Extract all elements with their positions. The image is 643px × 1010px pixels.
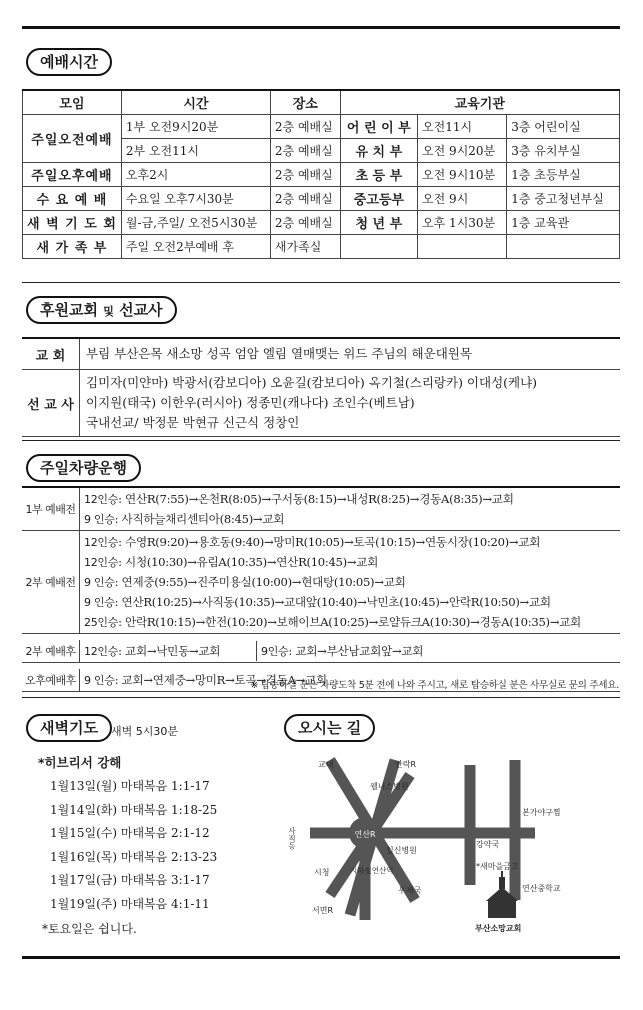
missionary-line: 이지원(태국) 이한우(러시아) 정종민(캐나다) 조인수(베트남) <box>86 395 415 410</box>
section-divider <box>22 697 620 698</box>
bus-group <box>22 486 620 531</box>
edu-empty <box>507 234 620 258</box>
directions-map <box>287 745 600 940</box>
edu-time: 오전 9시 <box>418 186 507 210</box>
missionary-line: 김미자(미얀마) 박광서(캄보디아) 오윤길(캄보디아) 옥기철(스리랑카) 이대성(케냐) <box>86 375 538 390</box>
bus-table <box>22 486 620 692</box>
bus-car: 12인승 <box>84 645 119 658</box>
edu-place: 1층 초등부실 <box>507 162 620 186</box>
bus-group-label: 2부 예배후 <box>22 640 80 662</box>
edu-empty <box>340 234 417 258</box>
header-time: 시간 <box>121 90 270 114</box>
bus-group-lines <box>80 640 620 662</box>
top-rule <box>22 26 620 29</box>
support-title-and: 및 <box>103 305 114 318</box>
map-label-post: 우체국 <box>398 886 422 895</box>
worship-time: 주일 오전2부예배 후 <box>121 234 270 258</box>
edu-dept: 초 등 부 <box>340 162 417 186</box>
dawn-item: 1월19일(주) 마태복음 4:1-11 <box>50 896 210 911</box>
worship-name: 새 가 족 부 <box>23 234 122 258</box>
missionary-line: 국내선교/ 박정문 박현규 신근식 정창인 <box>86 415 300 430</box>
map-label-anrak: 안락R <box>395 760 417 769</box>
bus-line <box>84 572 616 592</box>
bus-route: : 수영R(9:20)→용호동(9:40)→망미R(10:05)→토곡(10:15)→연동시장(10:20)→교회 <box>118 535 541 549</box>
bus-route: : 교회→연제중→망미R→토곡→경동A→교회 <box>114 673 327 687</box>
edu-place: 1층 교육관 <box>507 210 620 234</box>
bus-half <box>261 641 423 662</box>
map-label-sajik: 사직동 <box>287 827 297 850</box>
bus-route: : 교회→낙민동→교회 <box>118 644 221 658</box>
worship-place: 2층 예배실 <box>270 210 340 234</box>
map-label-wellness: 웰니스병원 <box>370 782 409 791</box>
bus-line <box>84 612 616 632</box>
map-label-bongaya: 본가야구찜 <box>522 808 561 817</box>
dawn-note: *토요일은 쉽니다. <box>42 922 137 936</box>
edu-time: 오후 1시30분 <box>418 210 507 234</box>
map-label-seomyeon: 서면R <box>312 906 334 915</box>
map-label-pharmacy: 강약국 <box>476 840 500 849</box>
bus-group-label: 1부 예배전 <box>22 488 80 530</box>
bus-split-divider <box>256 641 257 661</box>
worship-place: 새가족실 <box>270 234 340 258</box>
bus-route: : 시청(10:30)→유림A(10:35)→연산R(10:45)→교회 <box>118 555 379 569</box>
bus-half <box>84 641 256 662</box>
section-divider <box>22 282 620 283</box>
bus-car: 12인승 <box>84 556 119 569</box>
edu-place: 3층 유치부실 <box>507 138 620 162</box>
worship-place: 2층 예배실 <box>270 138 340 162</box>
bus-line <box>84 489 616 509</box>
churches-label: 교 회 <box>22 339 80 369</box>
directions-section-title: 오시는 길 <box>284 714 375 742</box>
bus-car: 9 인승 <box>84 596 115 609</box>
map-label-subway: 지하철연산역 <box>350 866 394 875</box>
edu-time: 오전11시 <box>418 114 507 138</box>
missionaries-label: 선 교 사 <box>22 370 80 436</box>
map-label-ilsin: 일신병원 <box>386 846 417 855</box>
worship-time: 수요일 오후7시30분 <box>121 186 270 210</box>
edu-empty <box>418 234 507 258</box>
map-label-yeonsan: 연산R <box>354 830 376 839</box>
header-education: 교육기관 <box>340 90 619 114</box>
worship-time: 2부 오전11시 <box>121 138 270 162</box>
header-place: 장소 <box>270 90 340 114</box>
bus-line <box>84 641 616 661</box>
bus-group <box>22 531 620 634</box>
edu-place: 3층 어린이실 <box>507 114 620 138</box>
worship-place: 2층 예배실 <box>270 162 340 186</box>
bus-section-title: 주일차량운행 <box>26 454 141 482</box>
bus-note: ※ 탑승하실 분은 차량도착 5분 전에 나와 주시고, 새로 탑승하실 분은 사무실로 문의 주세요. <box>250 680 619 691</box>
worship-time: 1부 오전9시20분 <box>121 114 270 138</box>
edu-dept: 청 년 부 <box>340 210 417 234</box>
bus-line <box>84 592 616 612</box>
worship-place: 2층 예배실 <box>270 186 340 210</box>
bus-route: : 안락R(10:15)→한전(10:20)→보해이브A(10:25)→로얄듀크A(10:30)→경동A(10:35)→교회 <box>118 615 581 629</box>
map-label-sicheong: 시청 <box>314 868 330 877</box>
bus-line <box>84 552 616 572</box>
worship-name: 수 요 예 배 <box>23 186 122 210</box>
bus-route: : 연제중(9:55)→진주미용실(10:00)→현대탕(10:05)→교회 <box>114 575 406 589</box>
bus-group-lines <box>80 488 620 530</box>
worship-name: 주일오전예배 <box>23 114 122 162</box>
bus-group-label: 오후예배후 <box>22 669 80 691</box>
dawn-item: 1월14일(화) 마태복음 1:18-25 <box>50 802 218 817</box>
dawn-item: 1월15일(수) 마태복음 2:1-12 <box>50 826 210 840</box>
bus-route: : 사직하늘채리센티아(8:45)→교회 <box>114 512 285 526</box>
bus-car: 9 인승 <box>84 576 115 589</box>
bus-line <box>84 532 616 552</box>
dawn-list <box>50 775 217 916</box>
dawn-item: 1월13일(월) 마태복음 1:1-17 <box>50 779 210 793</box>
bus-group-lines <box>80 531 620 633</box>
dawn-section-title: 새벽기도 <box>26 714 112 742</box>
bus-car: 12인승 <box>84 493 119 506</box>
bus-route: : 연산R(10:25)→사직동(10:35)→교대앞(10:40)→낙민초(10:45)→안락R(10:50)→교회 <box>114 595 551 609</box>
edu-dept: 중고등부 <box>340 186 417 210</box>
worship-time: 오후2시 <box>121 162 270 186</box>
dawn-item: 1월16일(목) 마태복음 2:13-23 <box>50 849 218 864</box>
bus-route: : 연산R(7:55)→온천R(8:05)→구서동(8:15)→내성R(8:25)→경동A(8:35)→교회 <box>118 492 514 506</box>
bus-line <box>84 509 616 529</box>
edu-dept: 어 린 이 부 <box>340 114 417 138</box>
dawn-subtitle: 새벽 5시30분 <box>111 725 178 738</box>
bus-car: 9 인승 <box>84 513 115 526</box>
worship-place: 2층 예배실 <box>270 114 340 138</box>
worship-name: 새 벽 기 도 회 <box>23 210 122 234</box>
worship-table <box>22 89 620 259</box>
edu-time: 오전 9시20분 <box>418 138 507 162</box>
support-table <box>22 337 620 437</box>
map-label-school: 연산중학교 <box>522 884 561 893</box>
churches-list: 부림 부산은목 새소망 성곡 엄암 엘림 열매맺는 위드 주님의 해운대원목 <box>86 346 472 361</box>
section-divider <box>22 440 620 441</box>
support-title-main: 후원교회 <box>40 301 98 319</box>
dawn-heading: *히브리서 강해 <box>38 755 122 770</box>
bus-car: 9 인승 <box>84 674 115 687</box>
bus-route: : 교회→부산남교회앞→교회 <box>288 644 424 658</box>
edu-dept: 유 치 부 <box>340 138 417 162</box>
missionaries-list <box>80 370 620 436</box>
bus-car: 25인승 <box>84 616 119 629</box>
edu-place: 1층 중고청년부실 <box>507 186 620 210</box>
support-title-tail: 선교사 <box>119 301 163 319</box>
dawn-item: 1월17일(금) 마태복음 3:1-17 <box>50 873 210 887</box>
worship-section-title: 예배시간 <box>26 48 112 76</box>
bus-car: 12인승 <box>84 536 119 549</box>
edu-time: 오전 9시10분 <box>418 162 507 186</box>
bus-group-label: 2부 예배전 <box>22 531 80 633</box>
map-label-saemaeul: *새마을금고 <box>476 862 519 871</box>
bottom-rule <box>22 956 620 959</box>
missionaries-row <box>22 370 620 437</box>
bus-car: 9인승 <box>261 645 289 658</box>
map-label-church: 부산소망교회 <box>475 924 522 933</box>
worship-time: 월-금,주일/ 오전5시30분 <box>121 210 270 234</box>
bus-group <box>22 640 620 663</box>
header-meeting: 모임 <box>23 90 122 114</box>
worship-name: 주일오후예배 <box>23 162 122 186</box>
map-label-gyodae: 교대 <box>318 760 334 769</box>
support-section-title <box>26 296 177 324</box>
churches-row <box>22 337 620 370</box>
